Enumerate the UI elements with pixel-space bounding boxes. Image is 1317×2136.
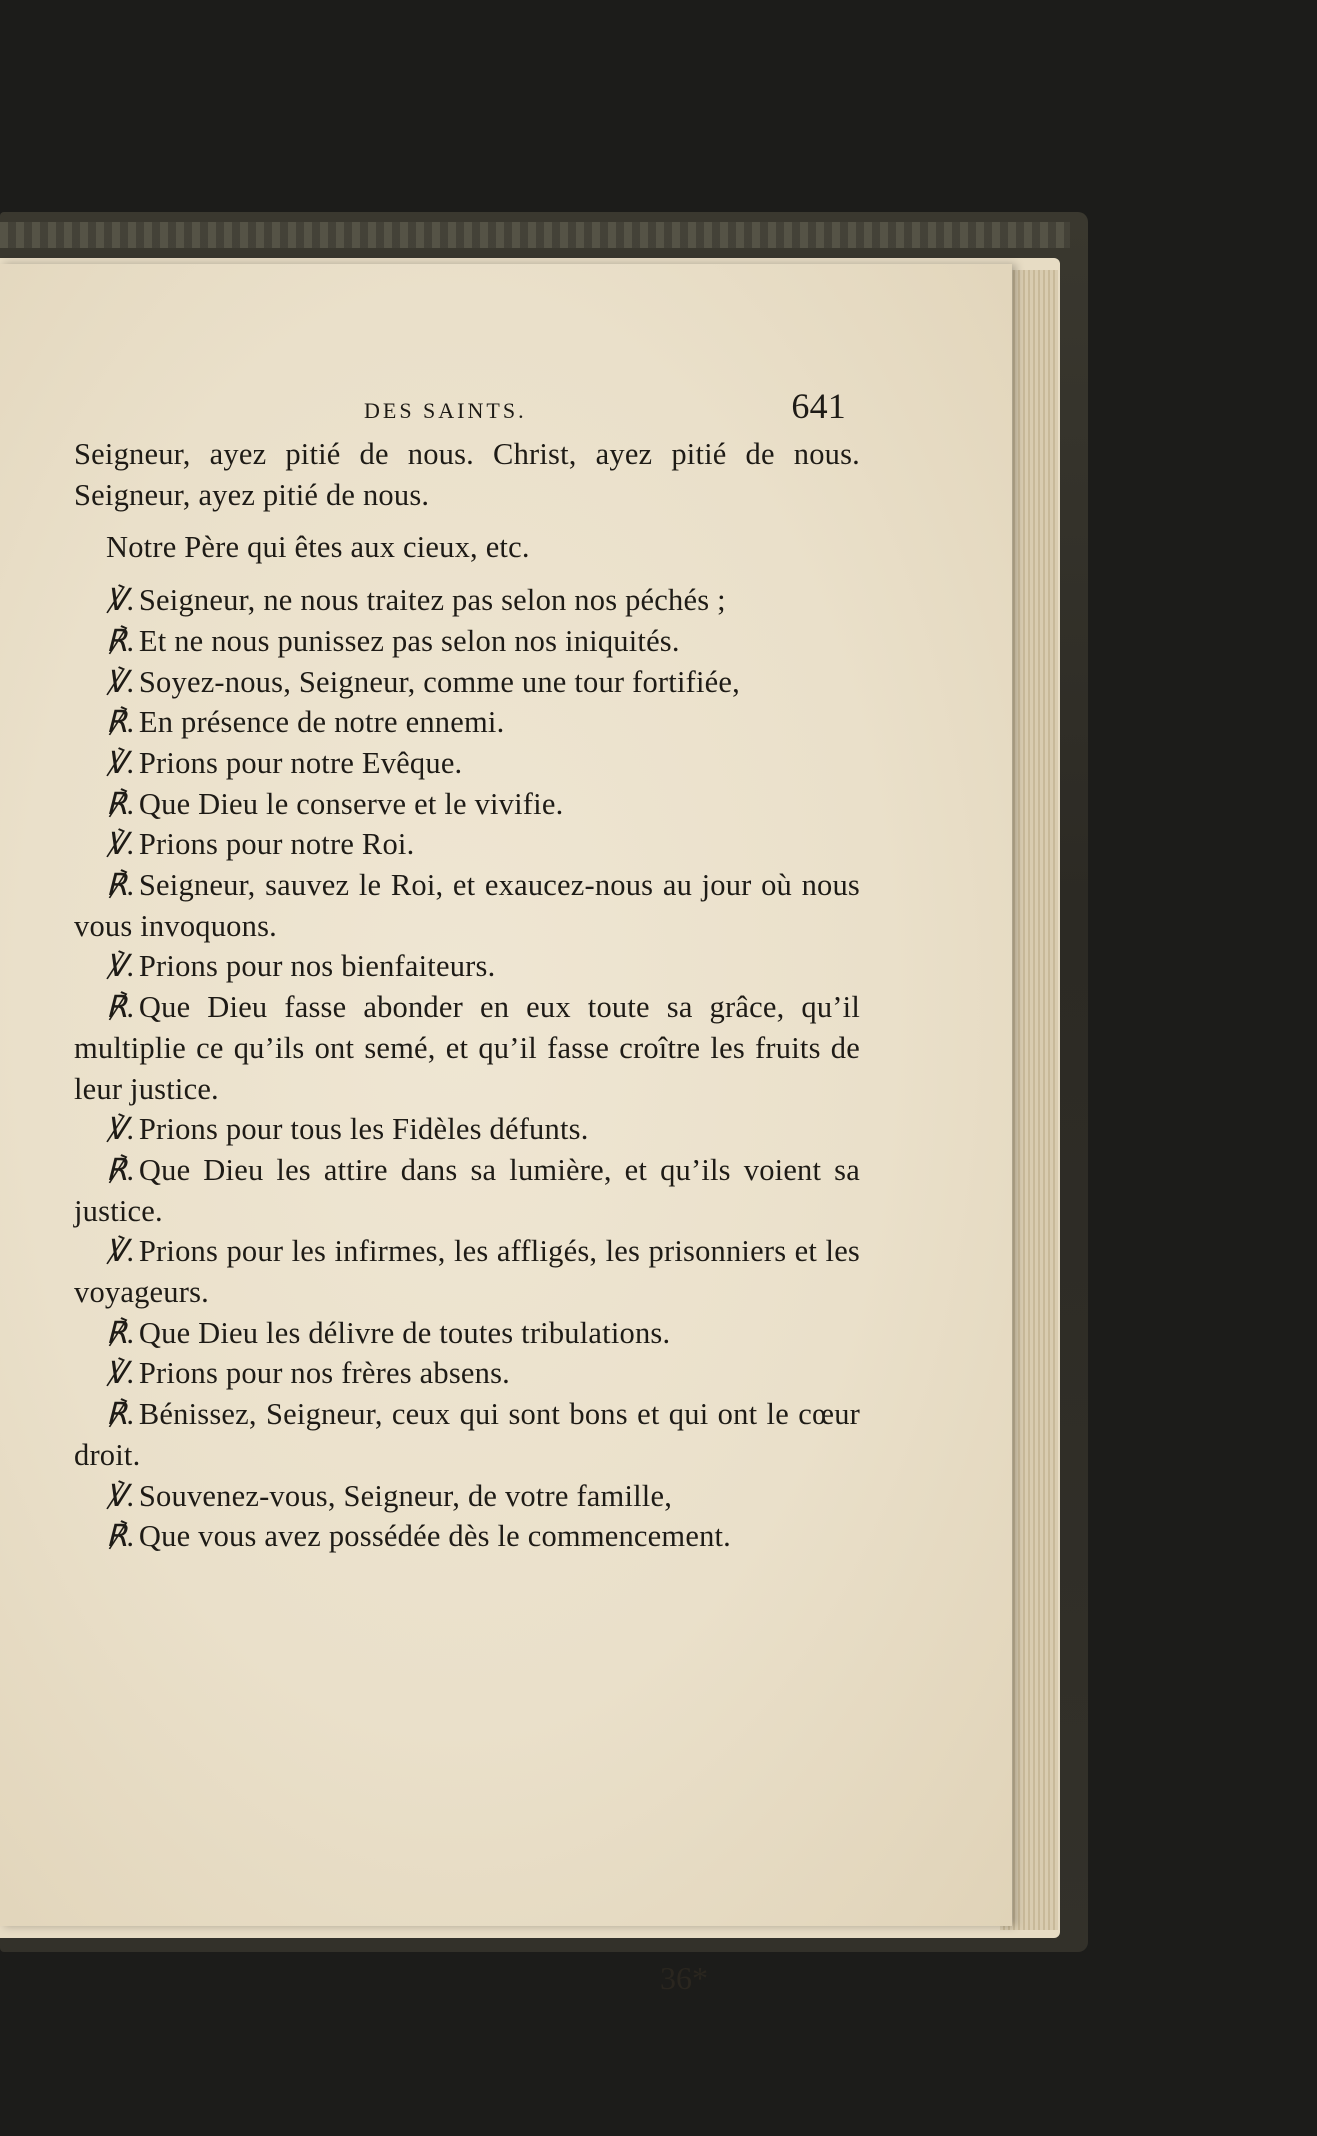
- response-mark: ℟.: [106, 868, 135, 903]
- versicle-mark: ℣.: [106, 1356, 135, 1391]
- versicle-line: [74, 824, 860, 865]
- response-line: [74, 865, 860, 946]
- versicle-mark: ℣.: [106, 583, 135, 618]
- running-title: DES SAINTS.: [364, 398, 527, 423]
- versicle-mark: ℣.: [106, 827, 135, 862]
- versicle-mark: ℣.: [106, 745, 135, 780]
- line-text: Prions pour nos bienfaiteurs.: [138, 949, 496, 984]
- line-text: Souvenez-vous, Seigneur, de votre famille,: [138, 1478, 673, 1513]
- line-text: Que Dieu fasse abonder en eux toute sa grâce, qu’il multiplie ce qu’ils ont semé, et qu’il fasse croître les fruits de leur justice.: [74, 990, 860, 1106]
- response-line: [74, 1394, 860, 1475]
- response-mark: ℟.: [106, 705, 135, 740]
- versicle-line: [74, 1109, 860, 1150]
- litany-line: [74, 527, 860, 568]
- response-line: [74, 621, 860, 662]
- line-text: Prions pour les infirmes, les affligés, les prisonniers et les voyageurs.: [74, 1234, 860, 1310]
- line-text: Que Dieu le conserve et le vivifie.: [138, 786, 564, 821]
- response-mark: ℟.: [106, 623, 135, 658]
- running-head: [74, 386, 860, 434]
- response-line: [74, 702, 860, 743]
- line-text: Seigneur, ne nous traitez pas selon nos péchés ;: [138, 583, 726, 618]
- versicle-line: [74, 743, 860, 784]
- line-text: Soyez-nous, Seigneur, comme une tour fortifiée,: [138, 664, 740, 699]
- line-text: Prions pour tous les Fidèles défunts.: [138, 1112, 589, 1147]
- response-mark: ℟.: [106, 990, 135, 1025]
- versicle-mark: ℣.: [106, 1112, 135, 1147]
- versicle-mark: ℣.: [106, 1478, 135, 1513]
- versicle-line: [74, 662, 860, 703]
- versicle-line: [74, 1353, 860, 1394]
- response-mark: ℟.: [106, 1519, 135, 1554]
- page-number: 641: [791, 386, 846, 426]
- response-mark: ℟.: [106, 1315, 135, 1350]
- response-mark: ℟.: [106, 786, 135, 821]
- page-text: [74, 386, 860, 1557]
- response-line: [74, 1516, 860, 1557]
- versicle-line: [74, 1231, 860, 1312]
- response-line: [74, 784, 860, 825]
- response-line: [74, 1313, 860, 1354]
- line-text: Que Dieu les délivre de toutes tribulations.: [138, 1315, 671, 1350]
- response-line: [74, 1150, 860, 1231]
- cover-tooling: [0, 222, 1070, 248]
- versicle-mark: ℣.: [106, 949, 135, 984]
- line-text: Notre Père qui êtes aux cieux, etc.: [106, 530, 530, 565]
- line-text: Que vous avez possédée dès le commencement.: [138, 1519, 732, 1554]
- versicle-mark: ℣.: [106, 664, 135, 699]
- line-text: Seigneur, ayez pitié de nous. Christ, ayez pitié de nous. Seigneur, ayez pitié de nous.: [74, 437, 860, 512]
- line-text: Seigneur, sauvez le Roi, et exaucez-nous au jour où nous vous invoquons.: [74, 868, 860, 943]
- line-text: Et ne nous punissez pas selon nos iniquités.: [138, 623, 680, 658]
- line-text: Bénissez, Seigneur, ceux qui sont bons et qui ont le cœur droit.: [74, 1397, 860, 1472]
- response-mark: ℟.: [106, 1152, 135, 1187]
- line-text: Prions pour notre Roi.: [138, 827, 415, 862]
- signature-mark: 36*: [660, 1960, 708, 1996]
- versicle-line: [74, 946, 860, 987]
- response-line: [74, 987, 860, 1109]
- response-mark: ℟.: [106, 1397, 135, 1432]
- line-text: En présence de notre ennemi.: [138, 705, 505, 740]
- litany-line: [74, 434, 860, 515]
- line-text: Prions pour nos frères absens.: [138, 1356, 510, 1391]
- line-text: Que Dieu les attire dans sa lumière, et qu’ils voient sa justice.: [74, 1152, 860, 1228]
- line-text: Prions pour notre Evêque.: [138, 745, 463, 780]
- versicle-line: [74, 1476, 860, 1517]
- versicle-line: [74, 580, 860, 621]
- versicle-mark: ℣.: [106, 1234, 135, 1269]
